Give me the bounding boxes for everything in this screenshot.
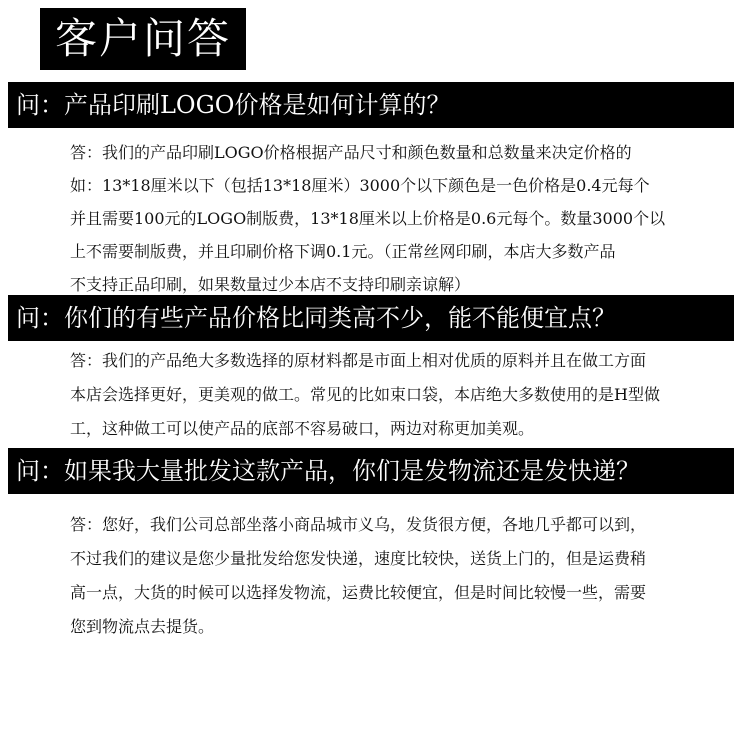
answer-1-line: 上不需要制版费，并且印刷价格下调0.1元。（正常丝网印刷，本店大多数产品 <box>70 242 616 261</box>
question-3-text: 问：如果我大量批发这款产品，你们是发物流还是发快递？ <box>16 457 640 485</box>
answer-3-line: 您到物流点去提货。 <box>70 617 215 636</box>
answer-3 <box>70 512 646 648</box>
answer-1-line: 如：13*18厘米以下（包括13*18厘米）3000个以下颜色是一色价格是0.4元每个 <box>70 176 650 195</box>
question-bar-1 <box>8 82 734 128</box>
page-title: 客户问答 <box>40 8 246 70</box>
answer-1-line: 并且需要100元的LOGO制版费，13*18厘米以上价格是0.6元每个。数量3000个以 <box>70 209 666 228</box>
answer-2-line: 工，这种做工可以使产品的底部不容易破口，两边对称更加美观。 <box>70 419 535 438</box>
answer-1-line: 答：我们的产品印刷LOGO价格根据产品尺寸和颜色数量和总数量来决定价格的 <box>70 143 632 162</box>
answer-2-line: 本店会选择更好，更美观的做工。常见的比如束口袋，本店绝大多数使用的是H型做 <box>70 385 660 404</box>
question-2-text: 问：你们的有些产品价格比同类高不少，能不能便宜点？ <box>16 304 616 332</box>
answer-3-line: 高一点，大货的时候可以选择发物流，运费比较便宜，但是时间比较慢一些，需要 <box>70 583 647 602</box>
question-bar-3 <box>8 448 734 494</box>
answer-1-line: 不支持正品印刷，如果数量过少本店不支持印刷亲谅解） <box>70 275 471 294</box>
question-bar-2 <box>8 295 734 341</box>
question-1-text: 问：产品印刷LOGO价格是如何计算的？ <box>16 91 451 119</box>
answer-3-line: 不过我们的建议是您少量批发给您发快递，速度比较快，送货上门的，但是运费稍 <box>70 549 647 568</box>
answer-1 <box>70 140 665 305</box>
answer-3-line: 答：您好，我们公司总部坐落小商品城市义乌，发货很方便，各地几乎都可以到， <box>70 515 647 534</box>
answer-2 <box>70 348 660 450</box>
answer-2-line: 答：我们的产品绝大多数选择的原材料都是市面上相对优质的原料并且在做工方面 <box>70 351 647 370</box>
